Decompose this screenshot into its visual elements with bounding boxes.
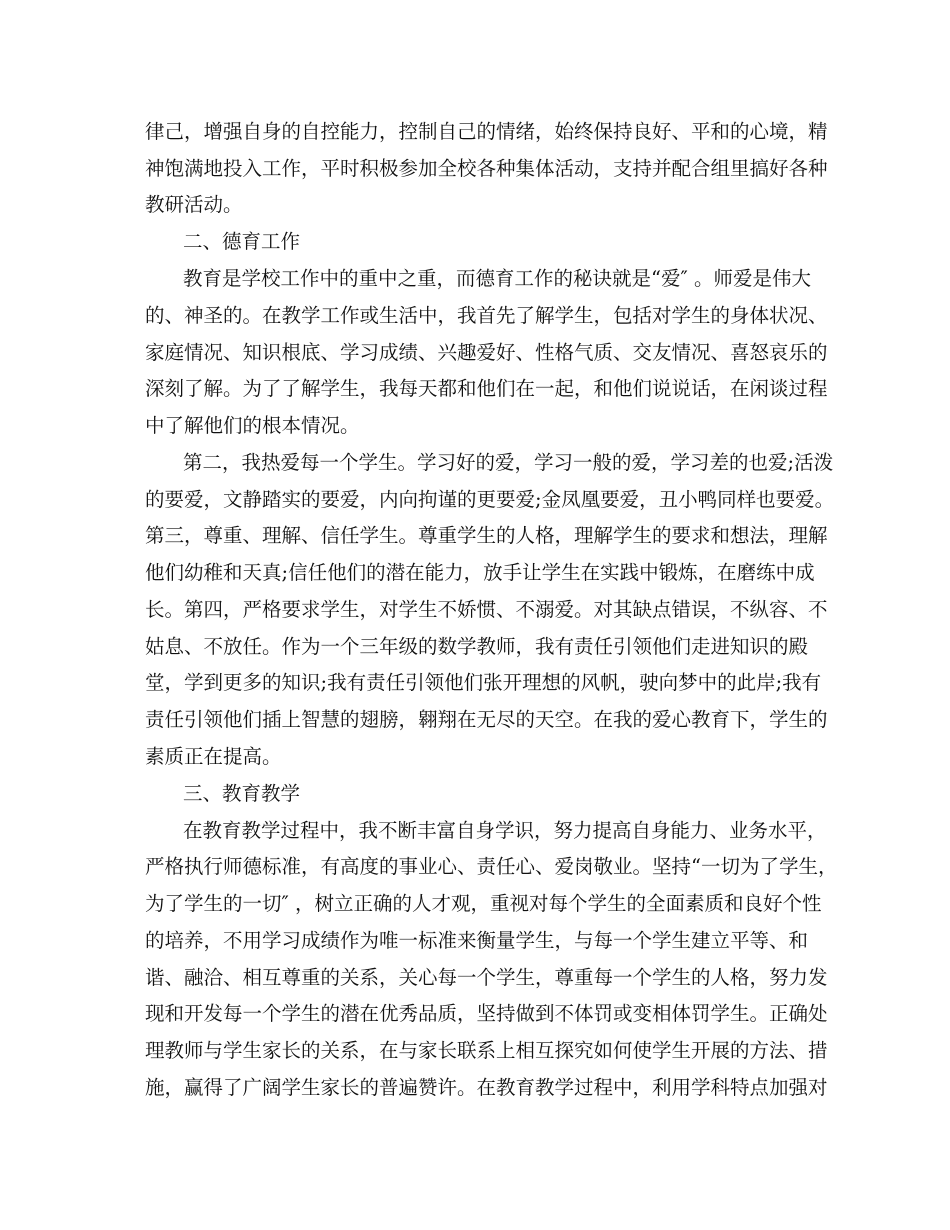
text-line: 第二，我热爱每一个学生。学习好的爱，学习一般的爱，学习差的也爱;活泼 — [183, 451, 834, 474]
text-line: 第三，尊重、理解、信任学生。尊重学生的人格，理解学生的要求和想法，理解 — [145, 524, 828, 547]
text-line: 他们幼稚和天真;信任他们的潜在能力，放手让学生在实践中锻炼，在磨练中成 — [145, 561, 815, 584]
section-heading: 三、教育教学 — [183, 782, 301, 805]
text-line: 深刻了解。为了了解学生，我每天都和他们在一起，和他们说说话，在闲谈过程 — [145, 377, 828, 400]
text-line: 姑息、不放任。作为一个三年级的数学教师，我有责任引领他们走进知识的殿 — [145, 635, 809, 658]
section-heading: 二、德育工作 — [183, 230, 301, 253]
text-line: 在教育教学过程中，我不断丰富自身学识，努力提高自身能力、业务水平， — [183, 819, 827, 842]
text-line: 素质正在提高。 — [145, 745, 282, 768]
text-line: 为了学生的一切″ ，树立正确的人才观，重视对每个学生的全面素质和良好个性 — [145, 892, 822, 915]
text-line: 现和开发每一个学生的潜在优秀品质，坚持做到不体罚或变相体罚学生。正确处 — [145, 1002, 828, 1025]
text-line: 的、神圣的。在教学工作或生活中，我首先了解学生，包括对学生的身体状况、 — [145, 304, 828, 327]
text-line: 教育是学校工作中的重中之重，而德育工作的秘诀就是“爱″ 。师爱是伟大 — [183, 267, 811, 290]
text-line: 谐、融洽、相互尊重的关系，关心每一个学生，尊重每一个学生的人格，努力发 — [145, 966, 828, 989]
text-line: 中了解他们的根本情况。 — [145, 414, 360, 437]
text-line: 长。第四，严格要求学生，对学生不娇惯、不溺爱。对其缺点错误，不纵容、不 — [145, 598, 828, 621]
text-line: 教研活动。 — [145, 193, 243, 216]
text-line: 家庭情况、知识根底、学习成绩、兴趣爱好、性格气质、交友情况、喜怒哀乐的 — [145, 341, 828, 364]
text-line: 严格执行师德标准，有高度的事业心、责任心、爱岗敬业。坚持“一切为了学生， — [145, 855, 838, 878]
text-line: 责任引领他们插上智慧的翅膀，翱翔在无尽的天空。在我的爱心教育下，学生的 — [145, 708, 828, 731]
text-line: 神饱满地投入工作，平时积极参加全校各种集体活动，支持并配合组里搞好各种 — [145, 157, 828, 180]
text-line: 的培养，不用学习成绩作为唯一标准来衡量学生，与每一个学生建立平等、和 — [145, 929, 809, 952]
text-line: 律己，增强自身的自控能力，控制自己的情绪，始终保持良好、平和的心境，精 — [145, 120, 828, 143]
text-line: 堂，学到更多的知识;我有责任引领他们张开理想的风帆，驶向梦中的此岸;我有 — [145, 671, 822, 694]
text-line: 的要爱，文静踏实的要爱，内向拘谨的更要爱;金凤凰要爱，丑小鸭同样也要爱。 — [145, 488, 835, 511]
text-line: 理教师与学生家长的关系，在与家长联系上相互探究如何使学生开展的方法、措 — [145, 1039, 828, 1062]
text-line: 施，赢得了广阔学生家长的普遍赞许。在教育教学过程中，利用学科特点加强对 — [145, 1076, 828, 1099]
